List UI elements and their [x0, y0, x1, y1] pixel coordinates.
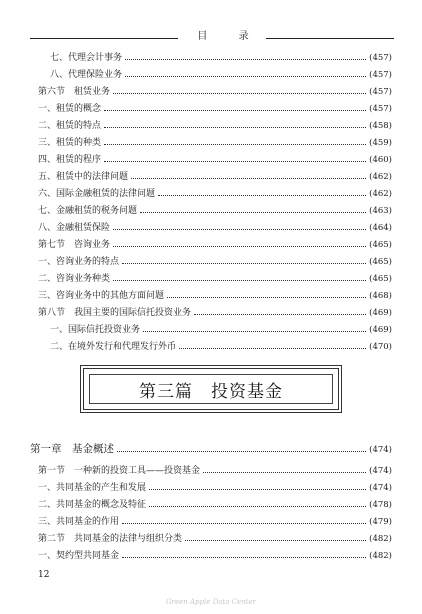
- toc-entry-title: 一、共同基金的产生和发展: [38, 483, 147, 493]
- toc-entry-title: 二、共同基金的概念及特征: [38, 500, 147, 510]
- dot-leader: [104, 110, 366, 111]
- dot-leader: [117, 451, 366, 452]
- toc-entry-page: (459): [369, 138, 392, 148]
- dot-leader: [104, 144, 366, 145]
- dot-leader: [143, 331, 366, 332]
- toc-entry-page: (474): [369, 483, 392, 493]
- toc-entry-page: (460): [369, 155, 392, 165]
- toc-entry-title: 三、租赁的种类: [38, 138, 102, 148]
- dot-leader: [122, 557, 366, 558]
- toc-entry-title: 三、咨询业务中的其他方面问题: [38, 291, 165, 301]
- toc-entry-page: (470): [369, 342, 392, 352]
- toc-entry-title: 六、国际金融租赁的法律问题: [38, 189, 156, 199]
- toc-entry[interactable]: [38, 273, 392, 285]
- part-title-frame: [80, 365, 342, 413]
- dot-leader: [125, 59, 366, 60]
- toc-entry[interactable]: [38, 290, 392, 302]
- toc-entry[interactable]: [38, 222, 392, 234]
- toc-entry-title: 第二节 共同基金的法律与组织分类: [38, 534, 183, 544]
- toc-entry-page: (457): [369, 104, 392, 114]
- dot-leader: [125, 76, 366, 77]
- dot-leader: [131, 178, 366, 179]
- dot-leader: [167, 297, 366, 298]
- toc-entry[interactable]: [38, 103, 392, 115]
- header-rule-left: [30, 38, 178, 39]
- toc-entry-page: (462): [369, 189, 392, 199]
- toc-entry-page: (474): [369, 445, 392, 455]
- toc-entry-title: 二、租赁的特点: [38, 121, 102, 131]
- dot-leader: [158, 195, 366, 196]
- toc-entry-page: (465): [369, 240, 392, 250]
- header-title: 目 录: [197, 31, 263, 42]
- toc-entry[interactable]: [38, 256, 392, 268]
- dot-leader: [122, 523, 366, 524]
- toc-entry[interactable]: [38, 188, 392, 200]
- toc-entry[interactable]: [38, 171, 392, 183]
- toc-entry-title: 第一节 一种新的投资工具——投资基金: [38, 466, 201, 476]
- dot-leader: [113, 93, 366, 94]
- toc-section[interactable]: [38, 465, 392, 477]
- toc-entry-title: 七、代理会计事务: [50, 53, 123, 63]
- page-number: 12: [38, 570, 50, 580]
- toc-entry-page: (463): [369, 206, 392, 216]
- toc-entry[interactable]: [38, 120, 392, 132]
- toc-entry-page: (478): [369, 500, 392, 510]
- dot-leader: [122, 263, 366, 264]
- toc-entry-title: 八、金融租赁保险: [38, 223, 111, 233]
- toc-entry-title: 第一章 基金概述: [30, 443, 114, 455]
- watermark: Green Apple Data Center: [166, 598, 256, 606]
- toc-section[interactable]: [38, 239, 392, 251]
- toc-entry[interactable]: [50, 341, 392, 353]
- dot-leader: [104, 127, 366, 128]
- dot-leader: [194, 314, 366, 315]
- toc-entry-title: 第六节 租赁业务: [38, 87, 111, 97]
- toc-entry-page: (482): [369, 551, 392, 561]
- toc-entry[interactable]: [50, 52, 392, 64]
- dot-leader: [113, 280, 366, 281]
- toc-entry[interactable]: [38, 154, 392, 166]
- toc-entry-title: 第八节 我国主要的国际信托投资业务: [38, 308, 192, 318]
- header-rule-right: [266, 38, 394, 39]
- toc-entry-title: 第七节 咨询业务: [38, 240, 111, 250]
- toc-entry-title: 八、代理保险业务: [50, 70, 123, 80]
- toc-entry-page: (474): [369, 466, 392, 476]
- dot-leader: [179, 348, 366, 349]
- toc-entry-page: (479): [369, 517, 392, 527]
- toc-entry-title: 三、共同基金的作用: [38, 517, 120, 527]
- toc-entry[interactable]: [38, 482, 392, 494]
- toc-entry-title: 五、租赁中的法律问题: [38, 172, 129, 182]
- toc-entry-title: 一、国际信托投资业务: [50, 325, 141, 335]
- toc-entry-page: (464): [369, 223, 392, 233]
- toc-section[interactable]: [38, 307, 392, 319]
- dot-leader: [149, 489, 366, 490]
- toc-entry-title: 四、租赁的程序: [38, 155, 102, 165]
- toc-entry[interactable]: [38, 137, 392, 149]
- toc-entry-title: 二、在境外发行和代理发行外币: [50, 342, 177, 352]
- dot-leader: [203, 472, 366, 473]
- toc-entry-title: 一、契约型共同基金: [38, 551, 120, 561]
- dot-leader: [185, 540, 366, 541]
- toc-section[interactable]: [38, 86, 392, 98]
- dot-leader: [104, 161, 366, 162]
- toc-entry-title: 二、咨询业务种类: [38, 274, 111, 284]
- toc-entry-page: (457): [369, 70, 392, 80]
- toc-section[interactable]: [38, 533, 392, 545]
- toc-entry-page: (457): [369, 53, 392, 63]
- toc-entry-page: (457): [369, 87, 392, 97]
- toc-entry-page: (469): [369, 325, 392, 335]
- toc-entry[interactable]: [38, 550, 392, 562]
- dot-leader: [113, 229, 366, 230]
- toc-entry-page: (458): [369, 121, 392, 131]
- dot-leader: [149, 506, 366, 507]
- toc-entry-page: (465): [369, 257, 392, 267]
- toc-entry[interactable]: [38, 205, 392, 217]
- toc-entry-page: (469): [369, 308, 392, 318]
- toc-entry-page: (468): [369, 291, 392, 301]
- toc-entry-page: (465): [369, 274, 392, 284]
- toc-entry-page: (482): [369, 534, 392, 544]
- toc-entry-title: 一、租赁的概念: [38, 104, 102, 114]
- toc-entry[interactable]: [50, 324, 392, 336]
- toc-entry[interactable]: [38, 516, 392, 528]
- part-title[interactable]: 第三篇 投资基金: [139, 381, 283, 402]
- dot-leader: [113, 246, 366, 247]
- dot-leader: [140, 212, 366, 213]
- toc-entry-page: (462): [369, 172, 392, 182]
- toc-entry-title: 七、金融租赁的税务问题: [38, 206, 138, 216]
- part-title-inner: [89, 374, 333, 404]
- toc-chapter[interactable]: [30, 443, 392, 456]
- toc-header: [30, 30, 394, 44]
- toc-entry[interactable]: [38, 499, 392, 511]
- toc-entry-title: 一、咨询业务的特点: [38, 257, 120, 267]
- toc-entry[interactable]: [50, 69, 392, 81]
